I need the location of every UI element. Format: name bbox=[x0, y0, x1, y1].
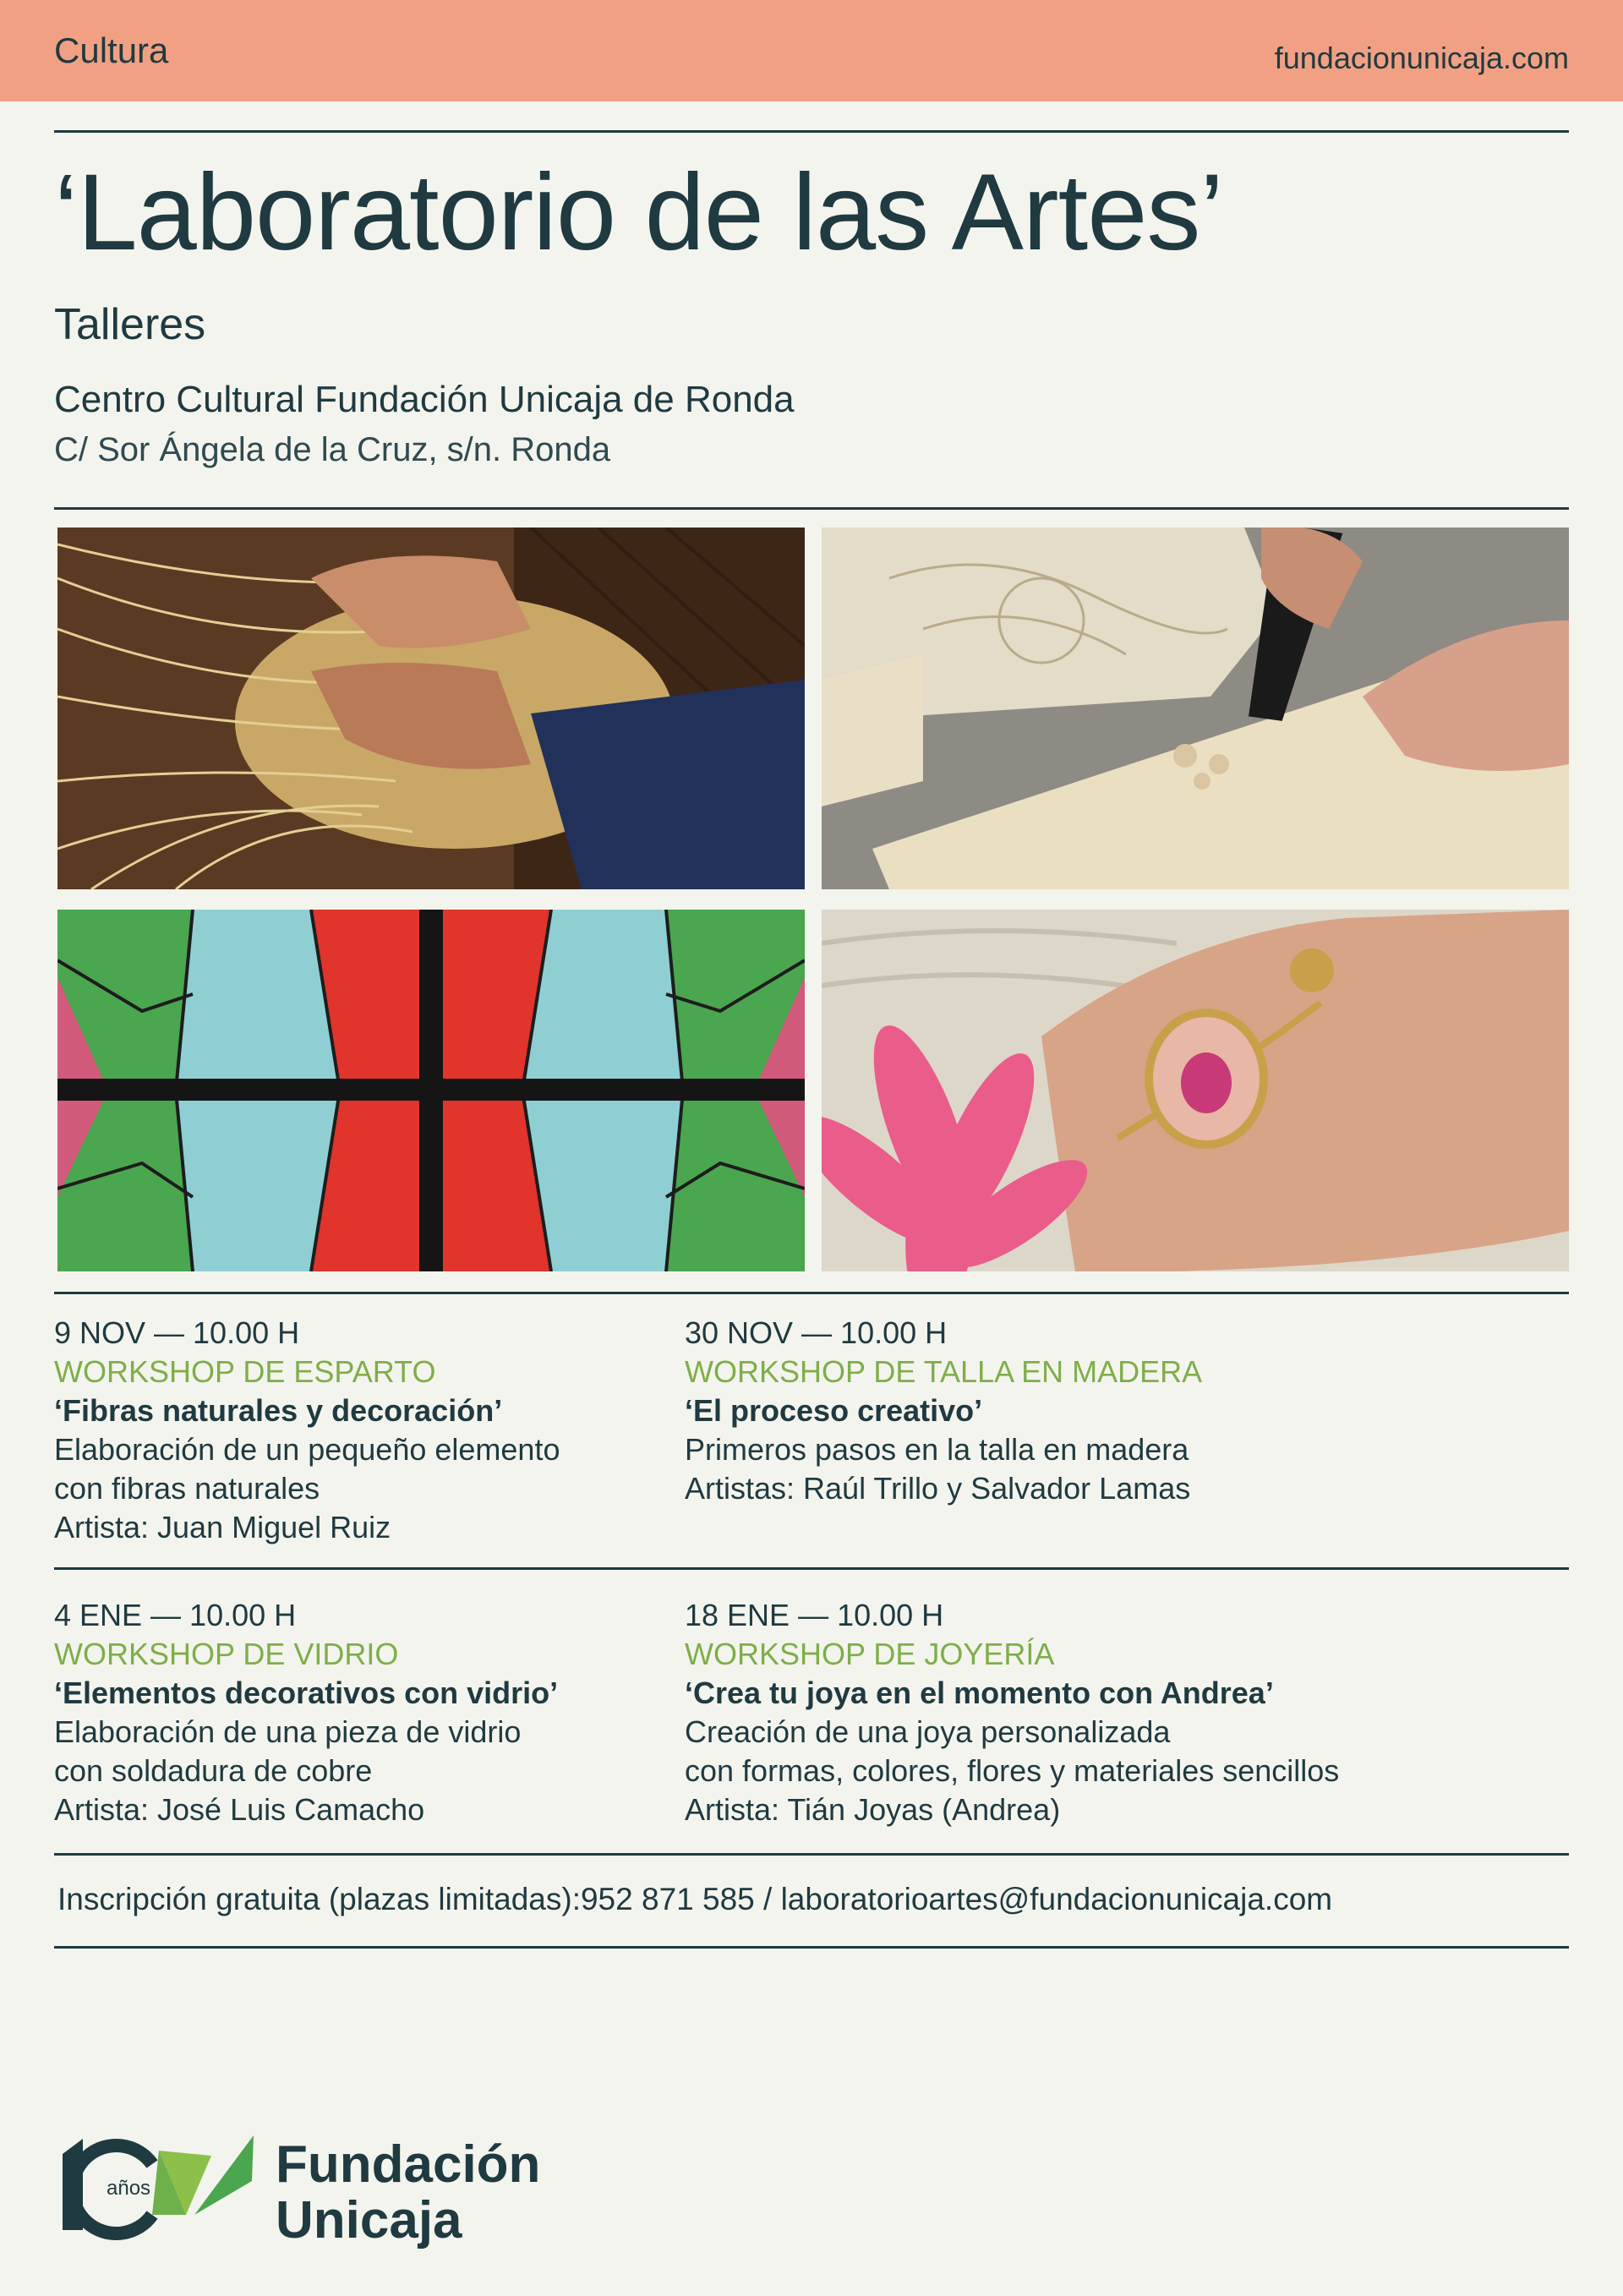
website-link[interactable]: fundacionunicaja.com bbox=[1274, 41, 1569, 75]
event-description: con formas, colores, flores y materiales sencillos bbox=[685, 1753, 1340, 1788]
event-artist: Artista: Juan Miguel Ruiz bbox=[54, 1510, 391, 1544]
category-label: Cultura bbox=[54, 30, 169, 70]
event-description: Elaboración de una pieza de vidrio bbox=[54, 1714, 522, 1749]
event-title: ‘Crea tu joya en el momento con Andrea’ bbox=[685, 1676, 1274, 1710]
event-artist: Artista: José Luis Camacho bbox=[54, 1792, 425, 1827]
divider bbox=[54, 1567, 1569, 1570]
event-description: con soldadura de cobre bbox=[54, 1753, 373, 1788]
event-date: 9 NOV — 10.00 H bbox=[54, 1315, 300, 1350]
fundacion-unicaja-logo bbox=[59, 2130, 566, 2257]
event-description: Creación de una joya personalizada bbox=[685, 1714, 1171, 1749]
photo-jewelry bbox=[822, 910, 1569, 1271]
event-date: 4 ENE — 10.00 H bbox=[54, 1598, 297, 1632]
event-description: con fibras naturales bbox=[54, 1471, 320, 1506]
photo-stained-glass bbox=[57, 910, 805, 1271]
divider bbox=[54, 507, 1569, 510]
event-title: ‘Fibras naturales y decoración’ bbox=[54, 1393, 503, 1428]
event-title: ‘Elementos decorativos con vidrio’ bbox=[54, 1676, 559, 1710]
logo-name bbox=[276, 2137, 540, 2249]
event-workshop-type: WORKSHOP DE JOYERÍA bbox=[685, 1637, 1055, 1671]
event-title: ‘El proceso creativo’ bbox=[685, 1393, 983, 1428]
photo-esparto bbox=[57, 528, 805, 889]
event-artist: Artista: Tián Joyas (Andrea) bbox=[685, 1792, 1061, 1827]
event-description: Elaboración de un pequeño elemento bbox=[54, 1432, 560, 1467]
logo-years-text: años bbox=[107, 2177, 151, 2200]
event-joyeria bbox=[685, 1596, 1564, 1829]
logo-name-line2: Unicaja bbox=[276, 2191, 462, 2250]
event-vidrio bbox=[54, 1596, 697, 1829]
logo-name-line1: Fundación bbox=[276, 2135, 541, 2194]
event-madera bbox=[685, 1314, 1530, 1508]
event-description: Primeros pasos en la talla en madera bbox=[685, 1432, 1189, 1467]
logo-10-anos-icon bbox=[59, 2130, 262, 2240]
venue-address: C/ Sor Ángela de la Cruz, s/n. Ronda bbox=[54, 431, 611, 468]
event-workshop-type: WORKSHOP DE VIDRIO bbox=[54, 1637, 399, 1671]
page-subtitle: Talleres bbox=[54, 300, 206, 349]
divider bbox=[54, 1853, 1569, 1856]
divider bbox=[54, 1292, 1569, 1294]
event-date: 30 NOV — 10.00 H bbox=[685, 1315, 948, 1350]
header-bar bbox=[0, 0, 1623, 101]
photo-wood-carving bbox=[822, 528, 1569, 889]
divider bbox=[54, 1946, 1569, 1949]
divider bbox=[54, 130, 1569, 133]
event-date: 18 ENE — 10.00 H bbox=[685, 1598, 944, 1632]
event-esparto bbox=[54, 1314, 697, 1547]
event-artist: Artistas: Raúl Trillo y Salvador Lamas bbox=[685, 1471, 1191, 1506]
registration-info: Inscripción gratuita (plazas limitadas):952 871 585 / laboratorioartes@fundacionunicaja.com bbox=[57, 1882, 1333, 1916]
event-workshop-type: WORKSHOP DE TALLA EN MADERA bbox=[685, 1354, 1203, 1389]
venue-name: Centro Cultural Fundación Unicaja de Ronda bbox=[54, 379, 795, 420]
event-workshop-type: WORKSHOP DE ESPARTO bbox=[54, 1354, 436, 1389]
page-title: ‘Laboratorio de las Artes’ bbox=[54, 152, 1223, 273]
